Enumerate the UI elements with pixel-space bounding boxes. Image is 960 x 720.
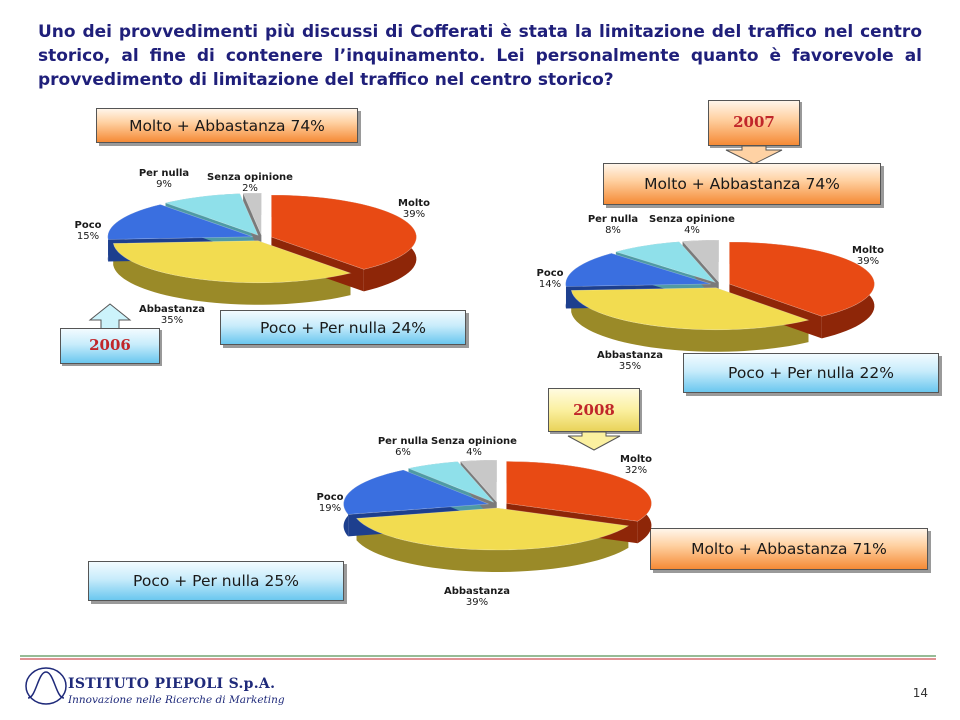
- summary-positive-2007: Molto + Abbastanza 74%: [603, 163, 881, 205]
- pie-2008-value-poco: 19%: [318, 503, 342, 514]
- pie-2008-value-abbastanza: 39%: [465, 597, 489, 608]
- pie-2006-value-senza-opinione: 2%: [242, 183, 258, 194]
- year-label-2007: 2007: [733, 113, 775, 131]
- pie-2006-value-poco: 15%: [76, 231, 100, 242]
- page-number: 14: [912, 686, 928, 700]
- pie-2006-label-per-nulla: Per nulla: [138, 168, 190, 179]
- pie-2007-value-molto: 39%: [856, 256, 880, 267]
- pie-2007-label-senza-opinione: Senza opinione: [649, 214, 735, 225]
- pie-2006-label-abbastanza: Abbastanza: [139, 304, 205, 315]
- pie-2008-label-molto: Molto: [620, 454, 652, 465]
- summary-positive-2008: Molto + Abbastanza 71%: [650, 528, 928, 570]
- year-label-2008: 2008: [573, 401, 615, 419]
- pie-2007: [537, 214, 885, 372]
- pie-2008-value-per-nulla: 6%: [395, 447, 411, 458]
- pie-2006-label-molto: Molto: [398, 198, 430, 209]
- pie-2008-label-senza-opinione: Senza opinione: [431, 436, 517, 447]
- pie-2007-label-molto: Molto: [852, 245, 884, 256]
- pie-2008-label-per-nulla: Per nulla: [377, 436, 429, 447]
- summary-positive-2006: Molto + Abbastanza 74%: [96, 108, 358, 143]
- page-title: Uno dei provvedimenti più discussi di Cofferati è stata la limitazione del traffico nel centro storico, al fine di contenere l’inquinamento. Lei personalmente quanto è favorevole al provvedimento di limitazione del traffico nel centro storico?: [38, 22, 922, 90]
- summary-negative-2008: Poco + Per nulla 25%: [88, 561, 344, 601]
- pie-2006-label-poco: Poco: [74, 220, 102, 231]
- year-label-2006: 2006: [89, 336, 131, 354]
- pie-2007-label-poco: Poco: [536, 268, 564, 279]
- pie-2008-value-molto: 32%: [624, 465, 648, 476]
- pie-2008-label-poco: Poco: [316, 492, 344, 503]
- logo-name: ISTITUTO PIEPOLI S.p.A.: [68, 676, 276, 692]
- pie-2006-value-molto: 39%: [402, 209, 426, 220]
- pie-2008-value-senza-opinione: 4%: [466, 447, 482, 458]
- pie-2006-value-per-nulla: 9%: [156, 179, 172, 190]
- pie-2006-label-senza-opinione: Senza opinione: [207, 172, 293, 183]
- pie-2008-label-abbastanza: Abbastanza: [444, 586, 510, 597]
- summary-negative-2007: Poco + Per nulla 22%: [683, 353, 939, 393]
- pie-2007-value-per-nulla: 8%: [605, 225, 621, 236]
- pie-2007-value-abbastanza: 35%: [618, 361, 642, 372]
- pie-2007-value-senza-opinione: 4%: [684, 225, 700, 236]
- pie-2007-label-abbastanza: Abbastanza: [597, 350, 663, 361]
- pie-2007-value-poco: 14%: [538, 279, 562, 290]
- logo-tagline: Innovazione nelle Ricerche di Marketing: [68, 694, 285, 706]
- pie-2006: [75, 168, 431, 326]
- pie-2008: [317, 436, 653, 608]
- pie-2007-label-per-nulla: Per nulla: [587, 214, 639, 225]
- pie-2006-value-abbastanza: 35%: [160, 315, 184, 326]
- summary-negative-2006: Poco + Per nulla 24%: [220, 310, 466, 345]
